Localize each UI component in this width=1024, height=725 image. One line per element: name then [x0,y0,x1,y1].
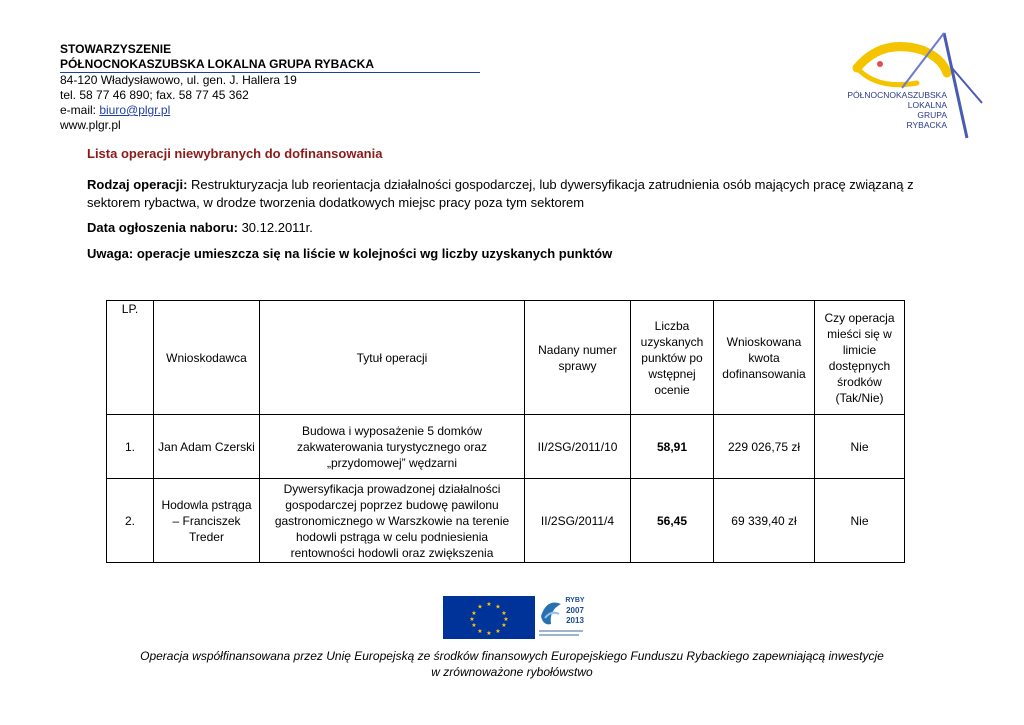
svg-text:★: ★ [501,622,507,629]
footer-line1: Operacja współfinansowana przez Unię Europejską ze środków finansowych Europejskiego Funduszu Rybackiego zapewniającą inwestycje [140,649,884,663]
eu-flag-icon [443,596,535,639]
email-row [60,103,480,118]
row2-applicant: Hodowla pstrąga – Franciszek Treder [154,479,260,563]
svg-text:★: ★ [471,610,477,617]
address: 84-120 Władysławowo, ul. gen. J. Hallera 19 [60,73,297,87]
ryby-fish-icon [535,592,595,640]
table-row [107,479,905,563]
header-points: Liczba uzyskanych punktów po wstępnej ocenie [631,301,714,415]
svg-text:★: ★ [495,603,501,611]
svg-text:★: ★ [501,610,507,617]
header-number: Nadany numer sprawy [525,301,631,415]
logo-line2: LOKALNA [907,100,947,110]
row1-amount: 229 026,75 zł [714,415,815,479]
list-title: Lista operacji niewybranych do dofinansowania [87,146,383,161]
row1-applicant: Jan Adam Czerski [154,415,260,479]
svg-text:★: ★ [469,616,475,623]
row2-title: Dywersyfikacja prowadzonej działalności gospodarczej poprzez budowę pawilonu gastronomicznego w Warszkowie na terenie hodowli pstrąga w celu podniesienia rentowności hodowli oraz zwiększenia [260,479,525,563]
email-label: e-mail: [60,103,100,117]
row1-number: II/2SG/2011/10 [525,415,631,479]
table-row [107,415,905,479]
announcement-date [87,220,313,235]
header-within-limit: Czy operacja mieści się w limicie dostępnych środków (Tak/Nie) [815,301,905,415]
header-title: Tytuł operacji [260,301,525,415]
row1-points: 58,91 [631,415,714,479]
svg-text:★: ★ [486,630,492,637]
ryby-program-logo [535,592,595,640]
email-link[interactable]: biuro@plgr.pl [99,103,171,117]
svg-text:★: ★ [486,601,492,608]
operation-text: Restrukturyzacja lub reorientacja działalności gospodarczej, lub dywersyfikacja zatrudnienia osób mających pracę związaną z sektorem rybactwa, w drodze tworzenia dodatkowych miejsc pracy poza tym sektorem [87,177,914,210]
header-amount: Wnioskowana kwota dofinansowania [714,301,815,415]
date-value: 30.12.2011r. [237,220,313,235]
row1-title: Budowa i wyposażenie 5 domków zakwaterowania turystycznego oraz „przydomowej” wędzarni [260,415,525,479]
logo-line1: PÓŁNOCNOKASZUBSKA [847,90,947,100]
plgr-logo [842,28,992,143]
logo-line3: GRUPA [917,110,947,120]
org-line1: STOWARZYSZENIE [60,42,172,56]
ryby-name: RYBY [565,597,585,604]
svg-text:★: ★ [503,616,509,623]
table-header-row [107,301,905,415]
svg-text:★: ★ [477,603,483,611]
date-label: Data ogłoszenia naboru: [87,220,238,235]
row2-lp: 2. [107,479,154,563]
website: www.plgr.pl [60,118,121,132]
header-applicant: Wnioskodawca [154,301,260,415]
phone: tel. 58 77 46 890; fax. 58 77 45 362 [60,88,249,102]
ryby-year1: 2007 [566,606,584,615]
ryby-year2: 2013 [566,616,584,625]
row1-within-limit: Nie [815,415,905,479]
row1-lp: 1. [107,415,154,479]
footer-line2: w zrównoważone rybołówstwo [431,665,593,679]
svg-text:★: ★ [477,628,483,635]
svg-text:★: ★ [471,622,477,629]
header-contact [60,42,480,133]
operations-table [106,300,905,563]
footer [60,648,964,680]
svg-text:★: ★ [495,628,501,635]
operation-label: Rodzaj operacji: [87,177,188,192]
row2-points: 56,45 [631,479,714,563]
row2-number: II/2SG/2011/4 [525,479,631,563]
operation-type [87,176,927,212]
header-lp: LP. [107,301,154,415]
row2-amount: 69 339,40 zł [714,479,815,563]
row2-within-limit: Nie [815,479,905,563]
org-line2: PÓŁNOCNOKASZUBSKA LOKALNA GRUPA RYBACKA [60,57,480,73]
note: Uwaga: operacje umieszcza się na liście w kolejności wg liczby uzyskanych punktów [87,246,613,261]
logo-line4: RYBACKA [906,120,947,130]
